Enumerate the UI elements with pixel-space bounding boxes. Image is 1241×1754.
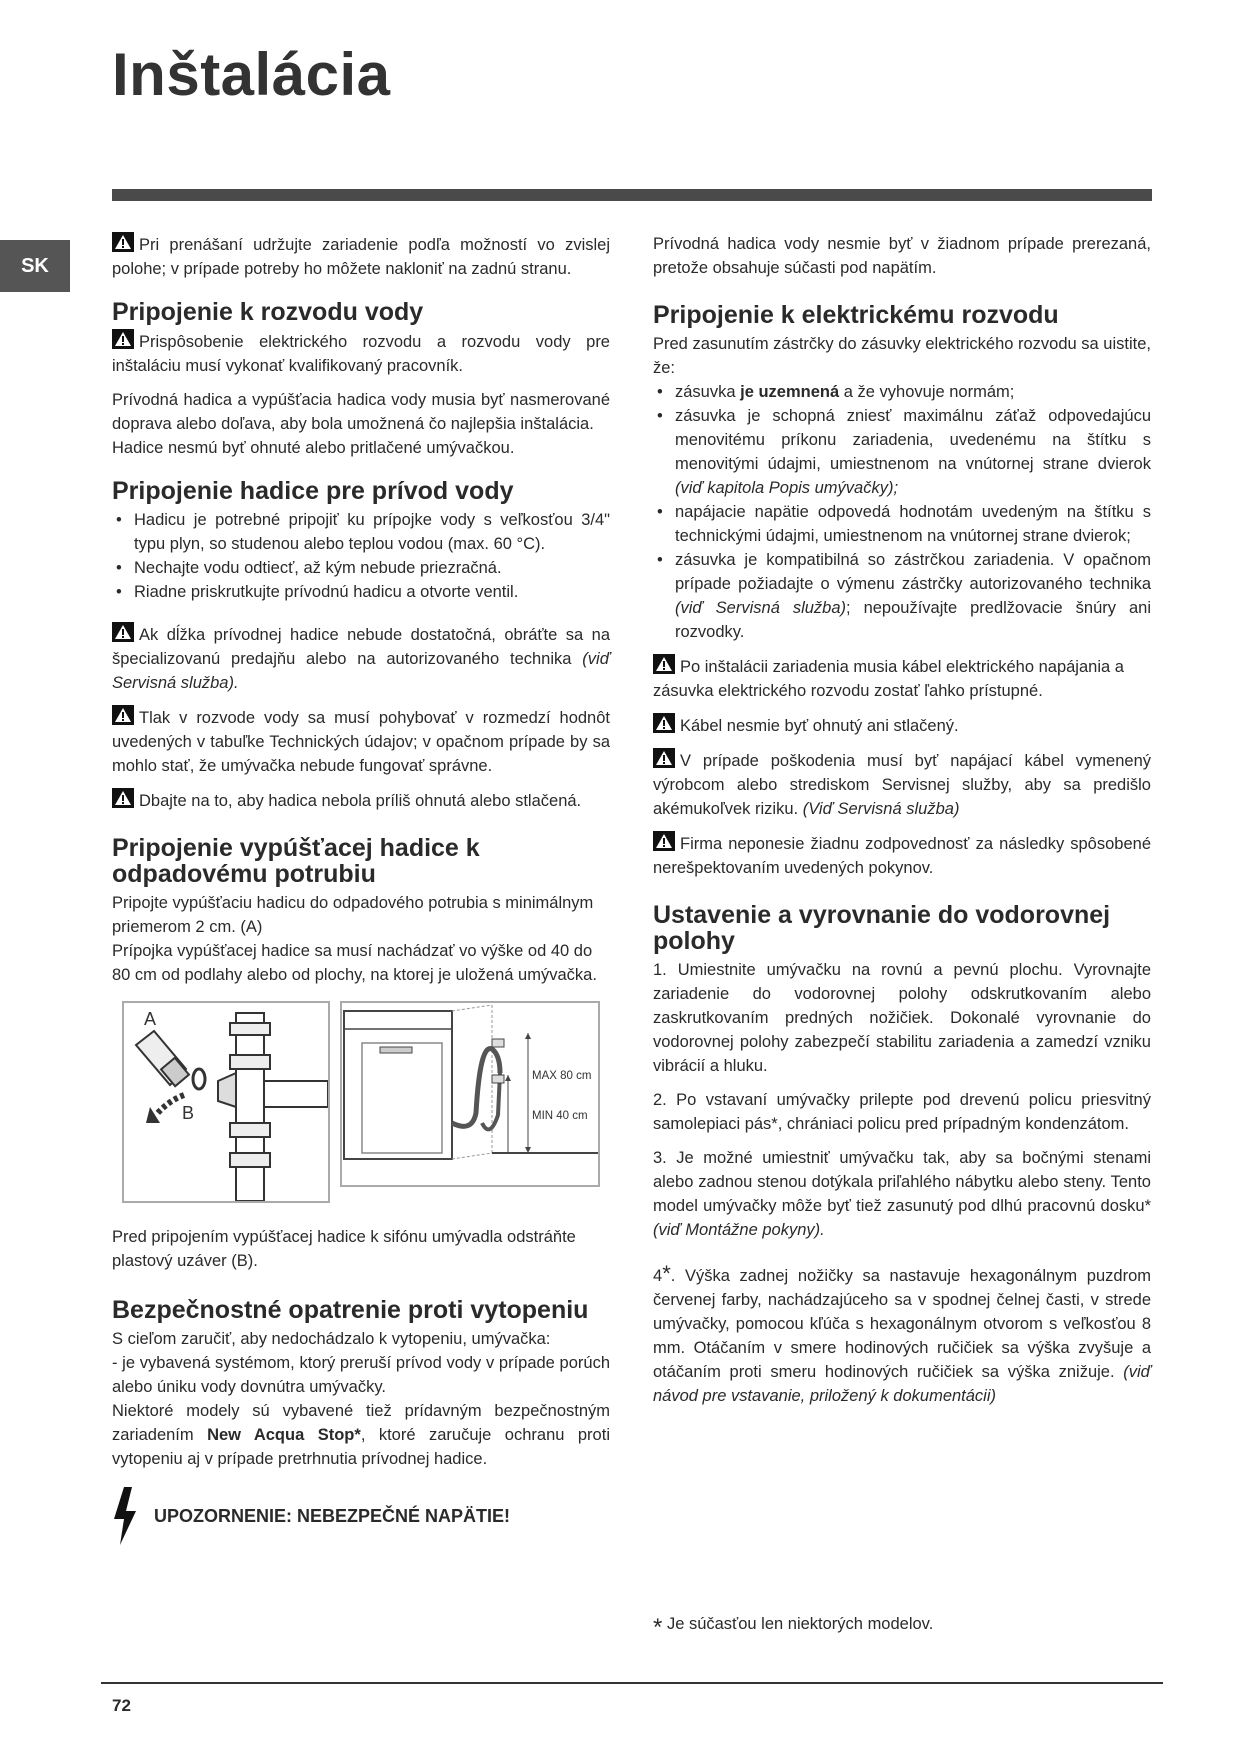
flood-p2: - je vybavená systémom, ktorý preruší prívod vody v prípade porúch alebo úniku vody dovnútra umývačky. bbox=[112, 1354, 610, 1396]
danger-notice bbox=[112, 1487, 610, 1545]
electric-heading: Pripojenie k elektrickému rozvodu bbox=[653, 301, 1059, 329]
dishwasher-height-figure bbox=[340, 1001, 600, 1187]
water-warning: Prispôsobenie elektrického rozvodu a rozvodu vody pre inštaláciu musí vykonať kvalifikovaný pracovník. bbox=[112, 329, 610, 378]
lightning-icon bbox=[112, 1487, 138, 1545]
warning-icon bbox=[112, 329, 134, 349]
label-min: MIN 40 cm bbox=[532, 1110, 588, 1122]
header-bar bbox=[112, 189, 1152, 201]
inlet-warning-2: Tlak v rozvode vody sa musí pohybovať v rozmedzí hodnôt uvedených v tabuľke Technických údajov; v opačnom prípade by sa mohlo stať, že umývačka nebude fungovať správne. bbox=[112, 705, 610, 778]
list-item: • zásuvka je schopná zniesť maximálnu záťaž odpovedajúcu menovitému príkonu zariadenia, uvedenému na štítku s menovitými údajmi, umiestnenom na vnútornej strane dvierok (viď kapitola Popis umývačky); bbox=[653, 404, 1151, 500]
page-number: 72 bbox=[112, 1696, 131, 1715]
water-p2: Hadice nesmú byť ohnuté alebo pritlačené umývačkou. bbox=[112, 439, 515, 457]
label-a: A bbox=[144, 1009, 157, 1029]
list-item: • Riadne priskrutkujte prívodnú hadicu a otvorte ventil. bbox=[112, 580, 610, 604]
electric-warning-1: Po inštalácii zariadenia musia kábel elektrického napájania a zásuvka elektrického rozvodu zostať ľahko prístupné. bbox=[653, 654, 1151, 703]
level-p4: 4*. Výška zadnej nožičky sa nastavuje hexagonálnym puzdrom červenej farby, nachádzajúceho sa v spodnej čelnej časti, v strede umývačky, pomocou kľúča s hexagonálnym otvorom s veľkosťou 8 mm. Otáčaním v smere hodinových ručičiek sa výška zvyšuje a otáčaním proti smeru hodinových ručičiek sa výška znižuje. (viď návod pre vstavanie, priložený k dokumentácii) bbox=[653, 1261, 1151, 1405]
drain-p3: Pred pripojením vypúšťacej hadice k sifónu umývadla odstráňte plastový uzáver (B). bbox=[112, 1228, 576, 1270]
list-item: • zásuvka je kompatibilná so zástrčkou zariadenia. V opačnom prípade požiadajte o výmenu zástrčky autorizovaného technika (viď Servisná služba); nepoužívajte predlžovacie šnúry ani rozvodky. bbox=[653, 548, 1151, 644]
flood-p1: S cieľom zaručiť, aby nedochádzalo k vytopeniu, umývačka: bbox=[112, 1330, 551, 1348]
inlet-heading: Pripojenie hadice pre prívod vody bbox=[112, 477, 514, 505]
drain-figures bbox=[112, 1001, 610, 1207]
right-intro: Prívodná hadica vody nesmie byť v žiadnom prípade prerezaná, pretože obsahuje súčasti pod napätím. bbox=[653, 235, 1151, 277]
label-max: MAX 80 cm bbox=[532, 1070, 592, 1082]
flood-p3: Niektoré modely sú vybavené tiež prídavným bezpečnostným zariadením New Acqua Stop*, ktoré zaručuje ochranu proti vytopeniu aj v prípade pretrhnutia prívodnej hadice. bbox=[112, 1402, 610, 1468]
inlet-warning-3: Dbajte na to, aby hadica nebola príliš ohnutá alebo stlačená. bbox=[112, 788, 610, 813]
danger-text: UPOZORNENIE: NEBEZPEČNÉ NAPÄTIE! bbox=[154, 1506, 511, 1526]
left-column bbox=[112, 232, 610, 1545]
level-p2: 2. Po vstavaní umývačky prilepte pod drevenú policu priesvitný samolepiaci pás*, chrániaci policu pred prípadným kondenzátom. bbox=[653, 1091, 1151, 1133]
drain-p1: Pripojte vypúšťaciu hadicu do odpadového potrubia s minimálnym priemerom 2 cm. (A) bbox=[112, 894, 594, 936]
warning-icon bbox=[112, 788, 134, 808]
electric-warning-4: Firma neponesie žiadnu zodpovednosť za následky spôsobené nerešpektovaním uvedených pokynov. bbox=[653, 831, 1151, 880]
warning-icon bbox=[112, 705, 134, 725]
warning-icon bbox=[653, 654, 675, 674]
page-title: Inštalácia bbox=[112, 41, 391, 108]
electric-warning-2: Kábel nesmie byť ohnutý ani stlačený. bbox=[653, 713, 1151, 738]
footer-rule bbox=[101, 1682, 1163, 1684]
list-item: • napájacie napätie odpovedá hodnotám uvedeným na štítku s technickými údajmi, umiestnenom na vnútornej strane dvierok; bbox=[653, 500, 1151, 548]
electric-warning-3: V prípade poškodenia musí byť napájací kábel vymenený výrobcom alebo strediskom Servisnej služby, aby sa predišlo akémukoľvek riziku. (Viď Servisná služba) bbox=[653, 748, 1151, 821]
intro-warning: Pri prenášaní udržujte zariadenie podľa možností vo zvislej polohe; v prípade potreby ho môžete nakloniť na zadnú stranu. bbox=[112, 232, 610, 281]
footnote: * Je súčasťou len niektorých modelov. bbox=[653, 1614, 934, 1641]
water-p1: Prívodná hadica a vypúšťacia hadica vody musia byť nasmerované doprava alebo doľava, aby bola umožnená čo najlepšia inštalácia. bbox=[112, 391, 610, 433]
flood-heading: Bezpečnostné opatrenie proti vytopeniu bbox=[112, 1296, 589, 1324]
warning-icon bbox=[653, 713, 675, 733]
list-item: • Hadicu je potrebné pripojiť ku prípojke vody s veľkosťou 3/4" typu plyn, so studenou alebo teplou vodou (max. 60 °C). bbox=[112, 508, 610, 556]
water-heading: Pripojenie k rozvodu vody bbox=[112, 298, 424, 326]
warning-icon bbox=[112, 622, 134, 642]
label-b: B bbox=[182, 1103, 195, 1123]
inlet-list bbox=[112, 508, 610, 604]
inlet-warning-1: Ak dĺžka prívodnej hadice nebude dostatočná, obráťte sa na špecializovanú predajňu alebo na autorizovaného technika (viď Servisná služba). bbox=[112, 622, 610, 695]
electric-list bbox=[653, 380, 1151, 644]
right-column bbox=[653, 232, 1151, 1418]
electric-p1: Pred zasunutím zástrčky do zásuvky elektrického rozvodu sa uistite, že: bbox=[653, 335, 1151, 377]
language-tab: SK bbox=[0, 240, 70, 292]
siphon-figure bbox=[122, 1001, 330, 1203]
warning-icon bbox=[112, 232, 134, 252]
level-p1: 1. Umiestnite umývačku na rovnú a pevnú plochu. Vyrovnajte zariadenie do vodorovnej polohy odskrutkovaním alebo zaskrutkovaním predných nožičiek. Dokonalé vyrovnanie do vodorovnej polohy zabezpečí stabilitu zariadenia a zamedzí vzniku vibrácií a hluku. bbox=[653, 961, 1151, 1075]
drain-p2: Prípojka vypúšťacej hadice sa musí nachádzať vo výške od 40 do 80 cm od podlahy alebo od plochy, na ktorej je uložená umývačka. bbox=[112, 942, 597, 984]
level-heading: Ustavenie a vyrovnanie do vodorovnej polohy bbox=[653, 901, 1111, 955]
list-item: • Nechajte vodu odtiecť, až kým nebude priezračná. bbox=[112, 556, 610, 580]
drain-heading: Pripojenie vypúšťacej hadice k odpadovému potrubiu bbox=[112, 834, 480, 888]
level-p3: 3. Je možné umiestniť umývačku tak, aby sa bočnými stenami alebo zadnou stenou dotýkala priľahlého nábytku alebo steny. Tento model umývačky môže byť tiež zasunutý pod dlhú pracovnú dosku* (viď Montážne pokyny). bbox=[653, 1149, 1151, 1239]
warning-icon bbox=[653, 831, 675, 851]
list-item: • zásuvka je uzemnená a že vyhovuje normám; bbox=[653, 380, 1151, 404]
warning-icon bbox=[653, 748, 675, 768]
